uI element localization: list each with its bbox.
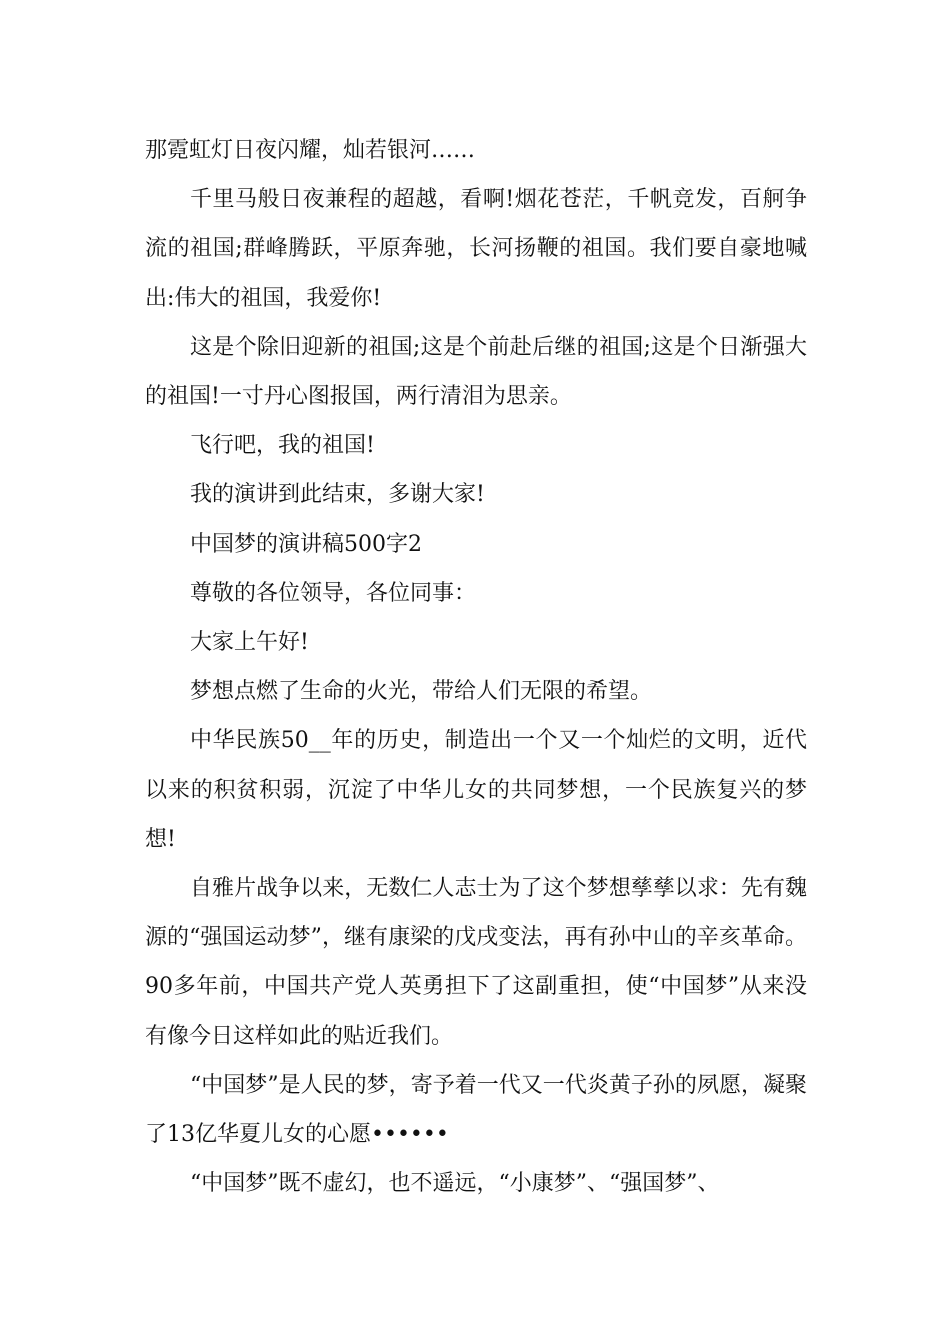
salutation: 尊敬的各位领导，各位同事：: [190, 580, 477, 606]
section-heading: 中国梦的演讲稿500字2: [190, 531, 422, 557]
paragraph-2: 千里马般日夜兼程的超越，看啊!烟花苍茫，千帆竞发，百舸争流的祖国;群峰腾跃，平原奔驰，长河扬鞭的祖国。我们要自豪地喊出:伟大的祖国，我爱你!: [145, 187, 807, 311]
paragraph-4: 飞行吧，我的祖国!: [190, 433, 375, 459]
paragraph-10: 中华民族50__年的历史，制造出一个又一个灿烂的文明，近代以来的积贫积弱，沉淀了中华儿女的共同梦想，一个民族复兴的梦想!: [145, 728, 807, 852]
greeting: 大家上午好!: [190, 630, 309, 656]
paragraph-12: “中国梦”是人民的梦，寄予着一代又一代炎黄子孙的夙愿，凝聚了13亿华夏儿女的心愿••••••: [145, 1072, 807, 1148]
paragraph-3: 这是个除旧迎新的祖国;这是个前赴后继的祖国;这是个日渐强大的祖国!一寸丹心图报国，两行清泪为思亲。: [145, 334, 807, 410]
paragraph-11: 自雅片战争以来，无数仁人志士为了这个梦想孳孳以求：先有魏源的“强国运动梦”，继有康梁的戊戌变法，再有孙中山的辛亥革命。90多年前，中国共产党人英勇担下了这副重担，使“中国梦”从来没有像今日这样如此的贴近我们。: [145, 876, 807, 1049]
paragraph-5: 我的演讲到此结束，多谢大家!: [190, 482, 485, 508]
paragraph-1: 那霓虹灯日夜闪耀，灿若银河……: [145, 138, 476, 163]
paragraph-9: 梦想点燃了生命的火光，带给人们无限的希望。: [190, 679, 653, 705]
paragraph-13: “中国梦”既不虚幻，也不遥远，“小康梦”、“强国梦”、: [190, 1171, 720, 1197]
document-body: [145, 126, 807, 1208]
